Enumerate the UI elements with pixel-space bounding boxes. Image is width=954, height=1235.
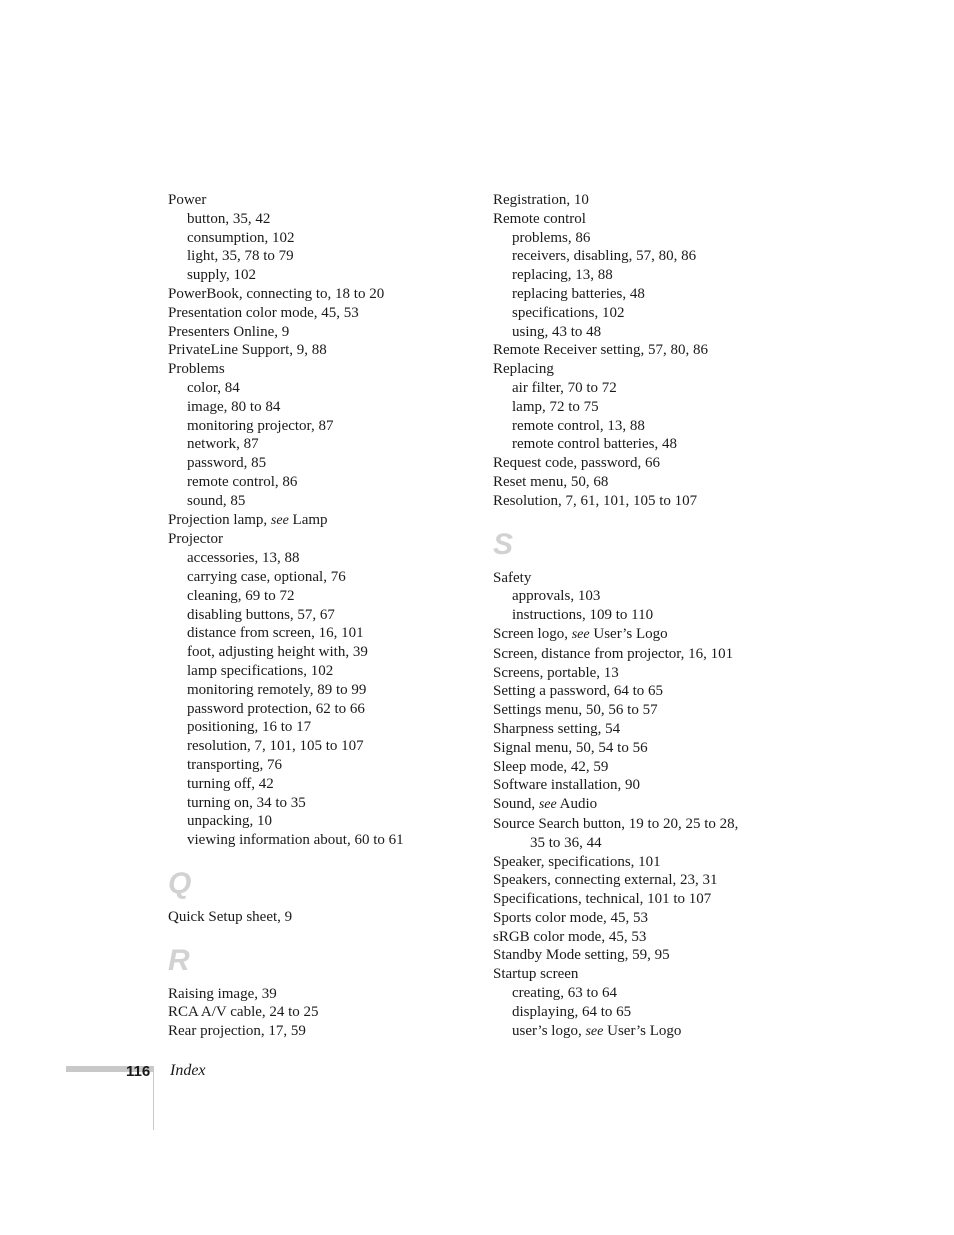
index-entry: Specifications, technical, 101 to 107 [493, 891, 712, 908]
index-subentry: positioning, 16 to 17 [187, 719, 312, 736]
index-entry: Registration, 10 [493, 192, 589, 208]
index-subentry: approvals, 103 [512, 588, 601, 605]
section-letter-q: Q [168, 866, 192, 900]
index-entry: Presenters Online, 9 [168, 323, 290, 340]
index-column-left [168, 191, 468, 1041]
index-entry: Reset menu, 50, 68 [493, 473, 609, 490]
entry-text: User’s Logo [589, 625, 668, 642]
index-entry-cross-ref [493, 625, 793, 645]
index-entry: Screens, portable, 13 [493, 664, 619, 681]
index-entry: Settings menu, 50, 56 to 57 [493, 702, 658, 719]
index-entry: Rear projection, 17, 59 [168, 1023, 306, 1040]
index-subentry: lamp, 72 to 75 [512, 398, 599, 415]
see-reference: see [571, 626, 590, 642]
index-entry: RCA A/V cable, 24 to 25 [168, 1004, 319, 1021]
entry-text: Audio [556, 796, 598, 813]
index-subentry: sound, 85 [187, 492, 246, 509]
index-subentry: button, 35, 42 [187, 210, 271, 227]
index-entry: Speaker, specifications, 101 [493, 853, 661, 870]
index-subentry: foot, adjusting height with, 39 [187, 644, 368, 661]
index-subentry: password, 85 [187, 455, 267, 472]
index-entry: Replacing [493, 361, 554, 378]
index-entry: PrivateLine Support, 9, 88 [168, 342, 327, 359]
index-entry: PowerBook, connecting to, 18 to 20 [168, 285, 385, 302]
index-subentry: replacing, 13, 88 [512, 267, 613, 284]
section-title: Index [170, 1062, 206, 1079]
index-entry: Sleep mode, 42, 59 [493, 758, 609, 775]
index-subentry: using, 43 to 48 [512, 323, 602, 340]
index-subentry: problems, 86 [512, 229, 591, 246]
index-subentry: air filter, 70 to 72 [512, 379, 617, 396]
index-subentry: consumption, 102 [187, 229, 295, 246]
entry-text: Sound, [493, 796, 539, 813]
index-entry: Setting a password, 64 to 65 [493, 683, 663, 700]
index-subentry: cleaning, 69 to 72 [187, 587, 295, 604]
index-subentry: light, 35, 78 to 79 [187, 248, 294, 265]
index-subentry: accessories, 13, 88 [187, 550, 300, 567]
index-subentry: transporting, 76 [187, 756, 282, 773]
index-entry: Presentation color mode, 45, 53 [168, 304, 359, 321]
section-letter-s: S [493, 527, 514, 561]
entry-text: Projection lamp, [168, 511, 271, 528]
index-entry: Projector [168, 531, 223, 548]
index-subentry: monitoring projector, 87 [187, 417, 334, 434]
index-entry: Sharpness setting, 54 [493, 720, 621, 737]
index-subentry: receivers, disabling, 57, 80, 86 [512, 248, 697, 265]
page-number: 116 [126, 1063, 151, 1080]
index-subentry: distance from screen, 16, 101 [187, 625, 364, 642]
index-subentry: network, 87 [187, 436, 259, 453]
index-entry: Signal menu, 50, 54 to 56 [493, 739, 648, 756]
index-entry: Software installation, 90 [493, 777, 641, 794]
index-subentry: unpacking, 10 [187, 813, 272, 830]
index-entry: Standby Mode setting, 59, 95 [493, 947, 670, 964]
index-subentry: replacing batteries, 48 [512, 285, 645, 302]
index-subentry: monitoring remotely, 89 to 99 [187, 681, 367, 698]
index-entry-continuation: 35 to 36, 44 [530, 834, 602, 851]
index-subentry: remote control, 13, 88 [512, 417, 645, 434]
index-subentry: turning on, 34 to 35 [187, 794, 306, 811]
index-subentry: remote control batteries, 48 [512, 436, 677, 453]
index-entry: Safety [493, 569, 532, 586]
index-entry: Remote control [493, 210, 586, 227]
see-reference: see [270, 512, 289, 528]
entry-text: user’s logo, [512, 1022, 586, 1039]
index-subentry: remote control, 86 [187, 473, 298, 490]
see-reference: see [585, 1023, 604, 1039]
index-column-right [493, 191, 793, 1041]
entry-text: User’s Logo [603, 1022, 682, 1039]
entry-text: Screen logo, [493, 625, 572, 642]
index-subentry: password protection, 62 to 66 [187, 700, 365, 717]
index-subentry: turning off, 42 [187, 775, 274, 792]
index-subentry: disabling buttons, 57, 67 [187, 606, 335, 623]
index-entry: Remote Receiver setting, 57, 80, 86 [493, 342, 708, 359]
index-entry: Problems [168, 361, 225, 378]
index-entry: Raising image, 39 [168, 985, 277, 1002]
index-entry: sRGB color mode, 45, 53 [493, 928, 647, 945]
see-reference: see [538, 797, 557, 813]
index-subentry: creating, 63 to 64 [512, 985, 617, 1002]
index-subentry: lamp specifications, 102 [187, 662, 334, 679]
index-subentry: displaying, 64 to 65 [512, 1003, 632, 1020]
index-subentry: supply, 102 [187, 267, 257, 284]
index-subentry: resolution, 7, 101, 105 to 107 [187, 738, 364, 755]
index-subentry-cross-ref [493, 1022, 793, 1042]
index-entry: Speakers, connecting external, 23, 31 [493, 872, 718, 889]
index-entry-cross-ref [168, 511, 468, 531]
index-subentry: color, 84 [187, 379, 240, 396]
index-entry: Resolution, 7, 61, 101, 105 to 107 [493, 492, 698, 509]
index-entry-cross-ref [493, 795, 793, 815]
index-entry: Sports color mode, 45, 53 [493, 909, 648, 926]
index-subentry: specifications, 102 [512, 304, 625, 321]
footer-divider [153, 1066, 154, 1130]
index-entry: Power [168, 192, 207, 208]
index-subentry: viewing information about, 60 to 61 [187, 832, 404, 849]
index-subentry: image, 80 to 84 [187, 398, 281, 415]
index-entry: Quick Setup sheet, 9 [168, 908, 293, 925]
section-letter-r: R [168, 943, 190, 977]
index-entry: Screen, distance from projector, 16, 101 [493, 645, 734, 662]
index-subentry: instructions, 109 to 110 [512, 607, 654, 624]
index-subentry: carrying case, optional, 76 [187, 568, 346, 585]
index-entry: Source Search button, 19 to 20, 25 to 28, [493, 815, 739, 832]
index-entry: Request code, password, 66 [493, 455, 661, 472]
entry-text: Lamp [288, 511, 328, 528]
index-entry: Startup screen [493, 966, 579, 983]
